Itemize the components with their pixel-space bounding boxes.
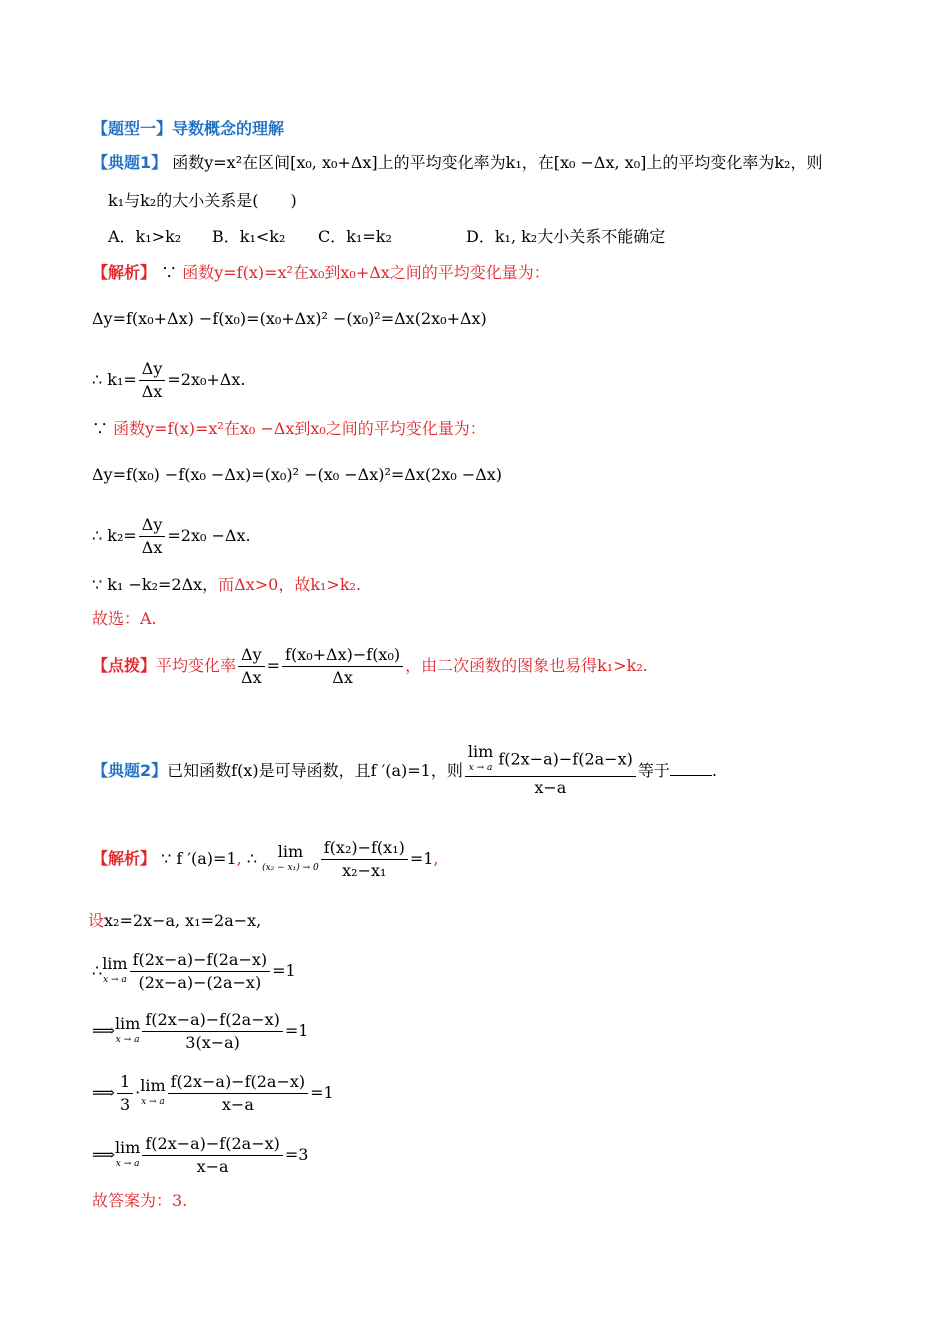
step1-lim-word: lim <box>102 953 128 973</box>
step3-lim <box>140 1075 166 1110</box>
tip-line <box>92 642 648 690</box>
step1-lim-subscript: x → a <box>103 974 127 985</box>
step2-numerator: f(2x−a)−f(2a−x) <box>142 1009 283 1032</box>
one-third-denominator: 3 <box>119 1095 131 1114</box>
step4-fraction <box>142 1133 283 1178</box>
step1-numerator: f(2x−a)−f(2a−x) <box>130 949 271 972</box>
example2-denominator: x−a <box>534 778 567 797</box>
solution2-lim-1 <box>262 841 319 876</box>
therefore-symbol-2: ∴ <box>92 961 103 980</box>
tip-fraction-2-numerator: f(x₀+Δx)−f(x₀) <box>282 644 403 667</box>
solution2-step4 <box>92 1130 308 1180</box>
solution1-answer: 故选：A. <box>92 609 157 628</box>
example2-lim <box>468 744 493 776</box>
section-title: 【题型一】导数概念的理解 <box>92 119 285 138</box>
lim-word: lim <box>467 742 494 761</box>
example1-line1 <box>92 152 822 174</box>
solution1-compare <box>92 574 361 596</box>
step3-denominator: x−a <box>221 1095 254 1114</box>
tip-fraction-2 <box>282 644 403 689</box>
solution2-step3 <box>92 1068 334 1118</box>
implies-symbol-1: ⟹ <box>92 1021 115 1040</box>
solution2-equals-1: =1 <box>409 849 434 868</box>
solution2-step2 <box>92 1006 308 1056</box>
step2-result: =1 <box>284 1021 309 1040</box>
step3-lim-subscript: x → a <box>141 1096 165 1107</box>
tip-fraction-1-numerator: Δy <box>238 644 265 667</box>
tip-fraction-1 <box>238 644 265 689</box>
example2-prefix: 已知函数f(x)是可导函数，且f ′(a)=1，则 <box>167 761 463 780</box>
solution1-k1 <box>92 356 245 404</box>
k1-result: =2x₀+Δx. <box>167 370 246 389</box>
step3-result: =1 <box>310 1083 334 1102</box>
derivative-given: ∵ f ′(a)=1 <box>161 849 237 868</box>
solution1-delta-y-1: Δy=f(x₀+Δx) −f(x₀)=(x₀+Δx)² −(x₀)²=Δx(2x₀+Δx) <box>92 309 487 328</box>
example1-question-line2: k₁与k₂的大小关系是( ) <box>108 191 297 210</box>
k1-denominator: Δx <box>141 382 163 401</box>
step1-lim <box>102 953 128 988</box>
step3-fraction <box>168 1071 309 1116</box>
step3-lim-word: lim <box>140 1075 166 1095</box>
therefore-symbol: ∴ <box>246 849 257 868</box>
k2-result: =2x₀ −Δx. <box>167 526 251 545</box>
implies-symbol-2: ⟹ <box>92 1083 115 1102</box>
k-conclusion: 而Δx>0，故k₁>k₂. <box>218 575 362 594</box>
lim-subscript-1: (x₂ − x₁) → 0 <box>262 862 319 873</box>
solution2-answer: 故答案为：3. <box>92 1191 188 1210</box>
because-symbol: ∵ <box>161 263 178 282</box>
solution1-text1: 函数y=f(x)=x²在x₀到x₀+Δx之间的平均变化量为： <box>182 263 550 282</box>
tip-tag: 【点拨】 <box>92 656 157 675</box>
solution2-fraction-1-numerator: f(x₂)−f(x₁) <box>321 837 408 860</box>
solution1-tag: 【解析】 <box>92 263 157 282</box>
tip-prefix: 平均变化率 <box>156 656 237 675</box>
k2-label: ∴ k₂= <box>92 526 137 545</box>
one-third-fraction <box>117 1071 133 1116</box>
example2-suffix: 等于 <box>637 761 670 780</box>
solution2-line1: 【解析】 ∵ f ′(a)=1, ∴ lim (x₂ − x₁) → 0 $\frac{\text{f(x₂)−f(x₁)}}{\text{x₂−x₁}}$ =1, <box>92 838 439 880</box>
example2-limit-numerator <box>465 744 636 777</box>
step3-numerator: f(2x−a)−f(2a−x) <box>168 1071 309 1094</box>
k2-denominator: Δx <box>141 538 163 557</box>
because-symbol-2: ∵ <box>92 419 109 438</box>
step1-fraction <box>130 949 271 994</box>
example1-option-c: C．k₁=k₂ <box>318 227 392 246</box>
k2-numerator: Δy <box>139 514 166 537</box>
step1-denominator: (2x−a)−(2a−x) <box>138 973 262 992</box>
step1-result: =1 <box>272 961 296 980</box>
k-difference: ∵ k₁ −k₂=2Δx， <box>92 575 219 594</box>
step2-lim <box>114 1013 141 1048</box>
tip-equals: = <box>266 656 281 675</box>
step2-lim-subscript: x → a <box>115 1034 140 1045</box>
step4-lim-subscript: x → a <box>115 1158 140 1169</box>
implies-symbol-3: ⟹ <box>92 1145 115 1164</box>
lim-word-1: lim <box>277 841 304 861</box>
example1-option-d: D．k₁, k₂大小关系不能确定 <box>466 227 666 246</box>
substitution-text: x₂=2x−a, x₁=2a−x, <box>104 911 262 930</box>
solution1-k2 <box>92 512 251 560</box>
solution2-tag: 【解析】 <box>92 849 157 868</box>
k1-fraction <box>139 358 166 403</box>
solution1-line1 <box>92 262 550 284</box>
let-word: 设 <box>88 911 105 930</box>
step2-fraction <box>142 1009 283 1054</box>
example2-limit-fraction <box>465 744 636 799</box>
solution2-step1 <box>92 946 296 996</box>
example1-option-a: A．k₁>k₂ <box>108 227 182 246</box>
one-third-numerator: 1 <box>117 1071 133 1094</box>
tip-fraction-2-denominator: Δx <box>332 668 353 687</box>
solution1-delta-y-2: Δy=f(x₀) −f(x₀ −Δx)=(x₀)² −(x₀ −Δx)²=Δx(2x₀ −Δx) <box>92 465 503 484</box>
example2-tag: 【典题2】 <box>92 761 168 780</box>
lim-subscript: x → a <box>468 763 493 773</box>
step4-lim <box>114 1137 141 1172</box>
step4-result: =3 <box>284 1145 309 1164</box>
step2-lim-word: lim <box>114 1013 141 1033</box>
solution2-fraction-1 <box>321 837 408 882</box>
step4-denominator: x−a <box>196 1157 229 1176</box>
k1-label: ∴ k₁= <box>92 370 137 389</box>
solution2-fraction-1-denominator: x₂−x₁ <box>342 861 387 880</box>
example2-numerator-text: f(2x−a)−f(2a−x) <box>498 749 633 769</box>
answer-blank <box>670 761 712 776</box>
example1-tag: 【典题1】 <box>92 153 168 172</box>
tip-fraction-1-denominator: Δx <box>241 668 262 687</box>
k2-fraction <box>139 514 166 559</box>
solution1-text2: 函数y=f(x)=x²在x₀ −Δx到x₀之间的平均变化量为： <box>113 419 486 438</box>
solution1-line4 <box>92 418 486 440</box>
step2-denominator: 3(x−a) <box>185 1033 240 1052</box>
k1-numerator: Δy <box>139 358 166 381</box>
tip-suffix: ，由二次函数的图象也易得k₁>k₂. <box>405 656 648 675</box>
solution2-substitution <box>88 910 261 932</box>
example2-line: 【典题2】已知函数f(x)是可导函数，且f ′(a)=1，则 lim x → a f(2x−a)−f(2a−x) x−a 等于 . <box>92 742 717 797</box>
step4-lim-word: lim <box>114 1137 141 1157</box>
step4-numerator: f(2x−a)−f(2a−x) <box>142 1133 283 1156</box>
multiply-dot: · <box>135 1083 141 1102</box>
example1-option-b: B．k₁<k₂ <box>212 227 286 246</box>
example1-question-line1: 函数y=x²在区间[x₀, x₀+Δx]上的平均变化率为k₁，在[x₀ −Δx, x₀]上的平均变化率为k₂，则 <box>172 153 823 172</box>
